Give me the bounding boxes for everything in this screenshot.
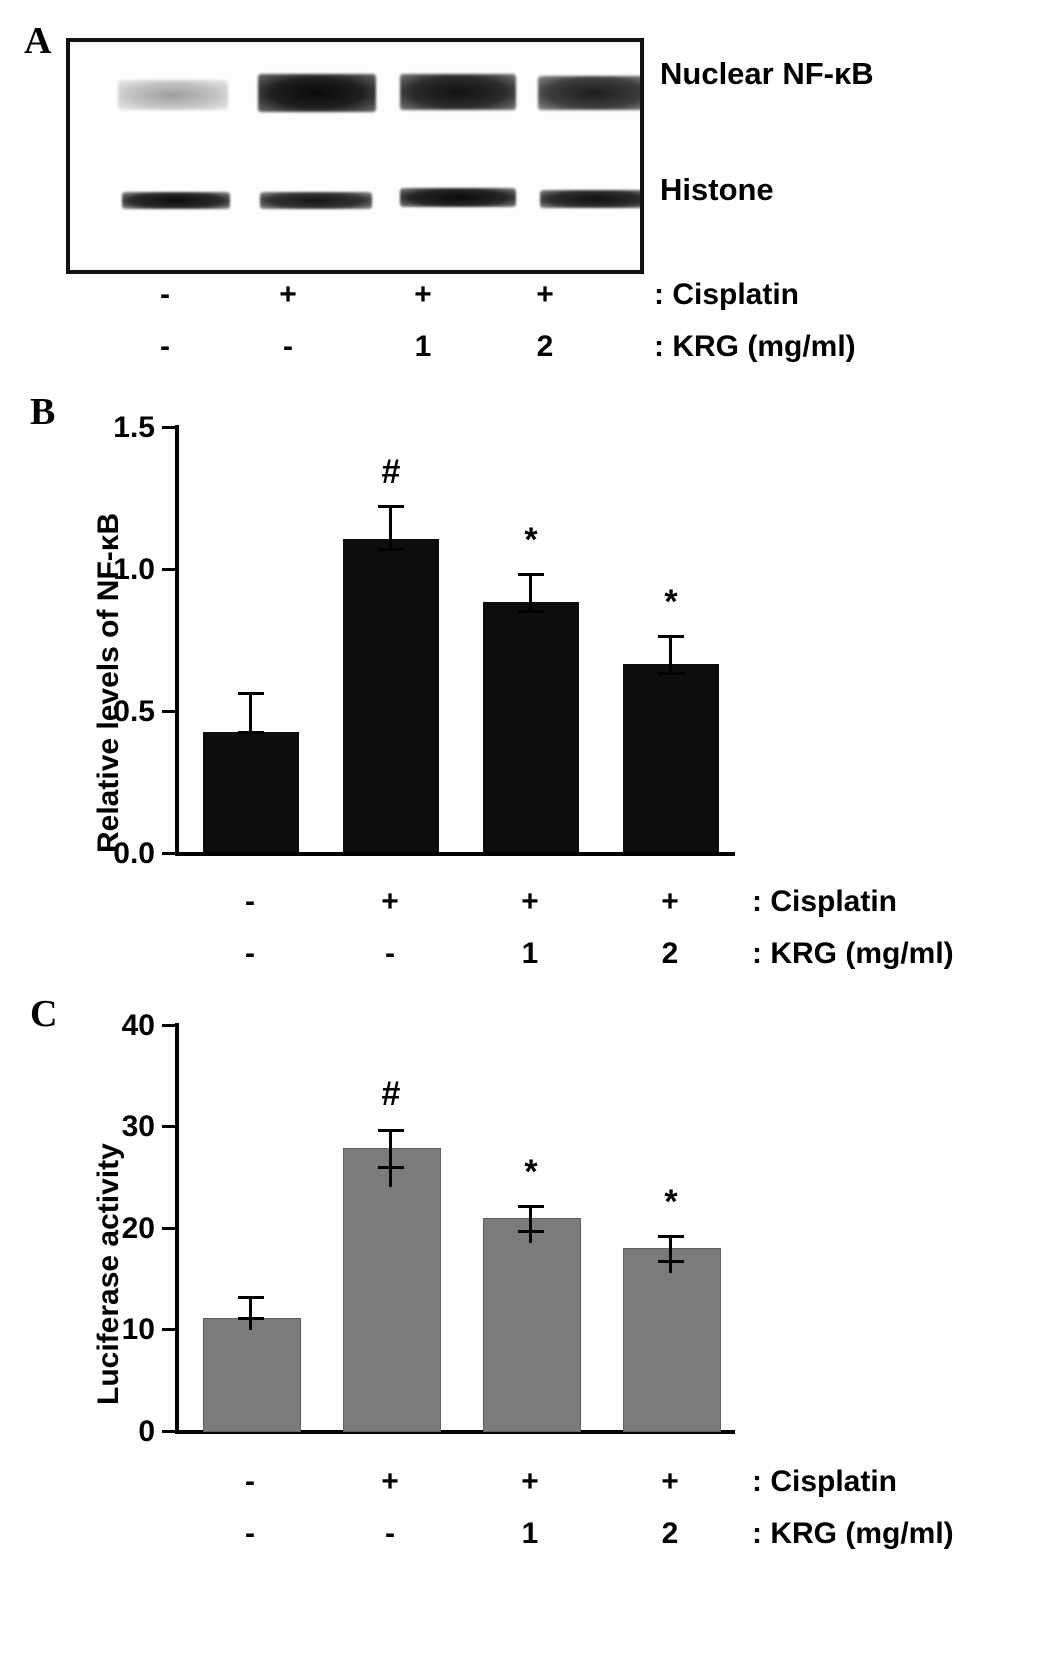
condition-value: + xyxy=(661,1465,679,1498)
panel-c-condition-row-cisplatin xyxy=(0,1465,1046,1503)
bar xyxy=(623,664,719,852)
y-tick xyxy=(162,1024,175,1027)
condition-name-krg: : KRG (mg/ml) xyxy=(752,937,954,970)
y-tick-label: 0.0 xyxy=(113,837,155,870)
error-bar-cap xyxy=(518,573,544,576)
significance-marker: * xyxy=(524,1153,538,1191)
error-bar-cap xyxy=(658,1260,684,1263)
condition-value: - xyxy=(245,1517,255,1550)
panel-c-letter: C xyxy=(30,993,58,1035)
error-bar-cap xyxy=(238,1317,264,1320)
blot-band-histone-lane1 xyxy=(122,192,230,209)
y-tick xyxy=(162,1430,175,1433)
y-tick-label: 0.5 xyxy=(113,695,155,728)
condition-value: - xyxy=(160,330,170,363)
condition-value: 1 xyxy=(521,1517,539,1550)
blot-band-nfkb-lane3 xyxy=(400,74,516,110)
western-blot-image xyxy=(66,38,644,274)
error-bar xyxy=(249,1296,252,1330)
condition-name-krg: : KRG (mg/ml) xyxy=(752,1517,954,1550)
blot-band-nfkb-lane1 xyxy=(118,80,228,110)
error-bar xyxy=(389,505,392,551)
condition-value: - xyxy=(245,937,255,970)
bar-chart-c xyxy=(121,1009,735,1448)
significance-marker: * xyxy=(664,1183,678,1221)
y-tick xyxy=(162,568,175,571)
y-axis-label-c: Luciferase activity xyxy=(92,1143,125,1405)
error-bar-cap xyxy=(378,505,404,508)
panel-a-condition-row-cisplatin xyxy=(0,278,1046,316)
error-bar xyxy=(389,1129,392,1187)
significance-marker: # xyxy=(381,1075,401,1113)
condition-value: 2 xyxy=(661,1517,679,1550)
panel-b xyxy=(0,385,1046,985)
y-tick-label: 1.5 xyxy=(113,411,155,444)
y-tick-label: 0 xyxy=(138,1415,155,1448)
condition-value: - xyxy=(245,885,255,918)
bar xyxy=(343,1148,441,1432)
error-bar-cap xyxy=(518,610,544,613)
error-bar-cap xyxy=(238,692,264,695)
blot-band-nfkb-lane4 xyxy=(538,76,644,110)
error-bar-cap xyxy=(378,1166,404,1169)
condition-name-cisplatin: : Cisplatin xyxy=(654,278,800,311)
y-tick xyxy=(162,426,175,429)
y-tick xyxy=(162,852,175,855)
blot-band-histone-lane2 xyxy=(260,192,372,209)
condition-value: + xyxy=(521,885,539,918)
error-bar-cap xyxy=(518,1205,544,1208)
condition-value: + xyxy=(661,885,679,918)
panel-b-condition-row-krg xyxy=(0,937,1046,975)
error-bar-cap xyxy=(238,1296,264,1299)
error-bar-cap xyxy=(378,548,404,551)
y-tick xyxy=(162,1227,175,1230)
condition-value: - xyxy=(385,1517,395,1550)
significance-marker: * xyxy=(664,583,678,621)
error-bar-cap xyxy=(658,1235,684,1238)
error-bar-cap xyxy=(518,1230,544,1233)
y-tick xyxy=(162,1125,175,1128)
error-bar xyxy=(669,635,672,675)
condition-value: 1 xyxy=(414,330,432,363)
bar xyxy=(623,1248,721,1432)
error-bar xyxy=(249,692,252,734)
condition-value: - xyxy=(245,1465,255,1498)
error-bar-cap xyxy=(658,635,684,638)
y-tick-label: 20 xyxy=(121,1212,155,1245)
bar xyxy=(343,539,439,852)
blot-row-label-nfkb: Nuclear NF-κB xyxy=(660,56,874,91)
bar xyxy=(483,602,579,852)
condition-value: + xyxy=(279,278,297,311)
condition-value: 2 xyxy=(536,330,554,363)
y-axis-line xyxy=(175,1023,179,1433)
condition-value: + xyxy=(381,1465,399,1498)
panel-a xyxy=(0,0,1046,385)
error-bar-cap xyxy=(238,731,264,734)
condition-name-cisplatin: : Cisplatin xyxy=(752,1465,898,1498)
x-axis-line xyxy=(175,852,735,856)
significance-marker: # xyxy=(381,453,401,491)
y-tick xyxy=(162,1328,175,1331)
error-bar-cap xyxy=(378,1129,404,1132)
condition-name-krg: : KRG (mg/ml) xyxy=(654,330,856,363)
bar xyxy=(483,1218,581,1432)
y-tick-label: 30 xyxy=(121,1110,155,1143)
bar-chart-b xyxy=(113,411,735,870)
bar xyxy=(203,732,299,852)
condition-value: 2 xyxy=(661,937,679,970)
panel-a-letter: A xyxy=(24,20,52,62)
panel-c-condition-row-krg xyxy=(0,1517,1046,1555)
condition-name-cisplatin: : Cisplatin xyxy=(752,885,898,918)
panel-a-condition-row-krg xyxy=(0,330,1046,368)
blot-band-histone-lane4 xyxy=(540,190,644,208)
y-tick-label: 10 xyxy=(121,1313,155,1346)
error-bar-cap xyxy=(658,672,684,675)
significance-marker: * xyxy=(524,521,538,559)
blot-band-histone-lane3 xyxy=(400,188,516,207)
panel-b-letter: B xyxy=(30,391,56,433)
y-tick-label: 40 xyxy=(121,1009,155,1042)
blot-row-label-histone: Histone xyxy=(660,172,774,207)
bar xyxy=(203,1318,301,1432)
condition-value: + xyxy=(536,278,554,311)
y-axis-line xyxy=(175,425,179,855)
condition-value: + xyxy=(381,885,399,918)
error-bar xyxy=(529,573,532,613)
error-bar xyxy=(529,1205,532,1243)
y-axis-label-b: Relative levels of NF-κB xyxy=(92,512,125,853)
y-tick xyxy=(162,710,175,713)
condition-value: + xyxy=(521,1465,539,1498)
panel-c xyxy=(0,985,1046,1665)
y-tick-label: 1.0 xyxy=(113,553,155,586)
condition-value: + xyxy=(414,278,432,311)
condition-value: - xyxy=(385,937,395,970)
condition-value: - xyxy=(160,278,170,311)
blot-band-nfkb-lane2 xyxy=(258,74,376,112)
error-bar xyxy=(669,1235,672,1273)
condition-value: 1 xyxy=(521,937,539,970)
condition-value: - xyxy=(283,330,293,363)
panel-b-condition-row-cisplatin xyxy=(0,885,1046,923)
